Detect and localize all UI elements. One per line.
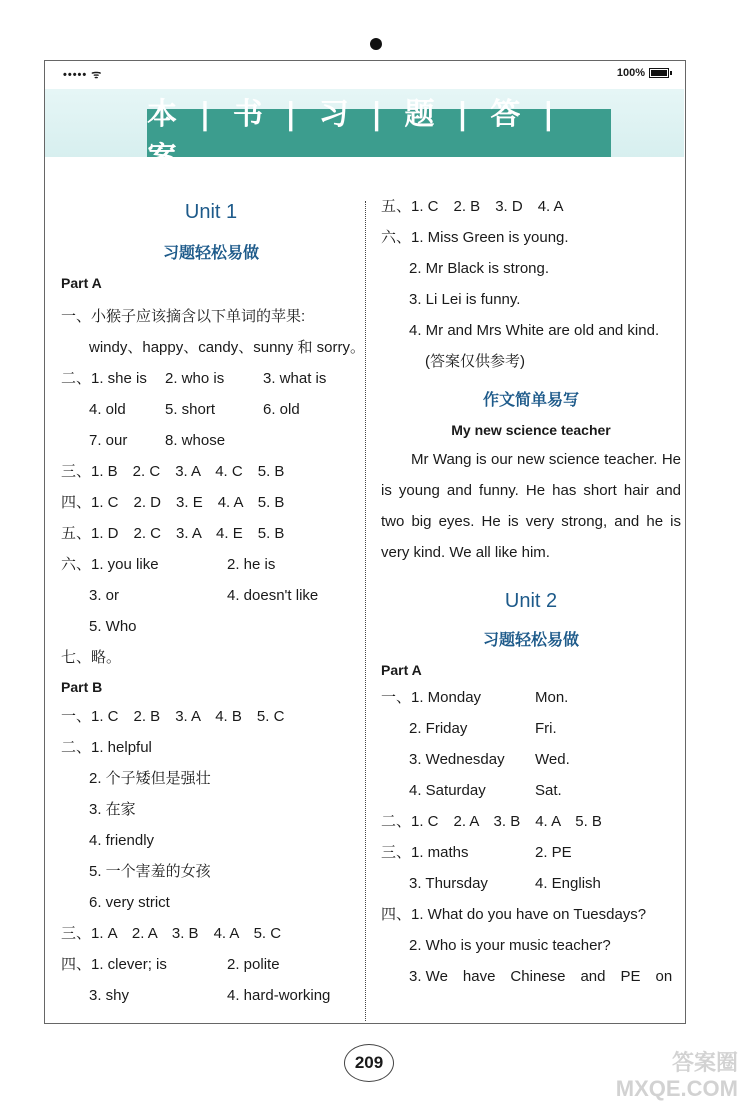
part-a-label: Part A xyxy=(381,662,422,678)
answer-row xyxy=(61,394,361,425)
answer-cell: 2. Friday xyxy=(409,720,468,737)
answer-cell: 一、1. Monday xyxy=(381,689,482,706)
answer-cell: 四、1. clever; is xyxy=(61,956,167,973)
essay-body xyxy=(381,444,681,568)
section-title: 习题轻松易做 xyxy=(162,245,259,262)
answer-cell: 2. who is xyxy=(165,370,225,387)
column-divider xyxy=(365,201,367,1021)
answer-cell: 4. English xyxy=(535,875,601,892)
answer-cell: 3. or xyxy=(89,587,120,604)
answer-row xyxy=(61,611,361,642)
answer-line: 4. friendly xyxy=(89,832,155,849)
answer-row xyxy=(381,775,681,806)
answer-line: 4. Mr and Mrs White are old and kind. xyxy=(409,322,660,339)
answer-line: 3. Li Lei is funny. xyxy=(409,291,521,308)
answer-line: 5. 一个害羞的女孩 xyxy=(89,863,211,880)
unit1-title: Unit 1 xyxy=(184,201,238,223)
answer-line: 七、略。 xyxy=(61,649,122,666)
answer-cell: 4. old xyxy=(89,401,126,418)
watermark xyxy=(616,1050,738,1102)
answer-cell: 2. PE xyxy=(535,844,572,861)
title-banner xyxy=(147,97,611,176)
page-title: 本 | 书 | 习 | 题 | 答 | 案 xyxy=(147,97,560,176)
answer-row xyxy=(61,549,361,580)
battery-label: 100% xyxy=(616,67,645,79)
answer-cell: 2. polite xyxy=(227,956,280,973)
answer-line: 三、1. A 2. A 3. B 4. A 5. C xyxy=(61,925,282,942)
answer-cell: 5. Who xyxy=(89,618,137,635)
answer-cell: 4. doesn't like xyxy=(227,587,319,604)
part-a-label: Part A xyxy=(61,275,102,291)
essay-paragraph: Mr Wang is our new science teacher. He is young and funny. He has short hair and two big eyes. He is very strong, and he is very kind. We all like him. xyxy=(381,451,681,561)
answer-cell: 二、1. she is xyxy=(61,370,147,387)
answer-line: 6. very strict xyxy=(89,894,170,911)
unit2-title: Unit 2 xyxy=(504,590,558,612)
answer-cell: Fri. xyxy=(535,720,557,737)
answer-cell: 8. whose xyxy=(165,432,226,449)
answer-row xyxy=(61,949,361,980)
answer-cell: 3. what is xyxy=(263,370,327,387)
answer-line: 3. 在家 xyxy=(89,801,136,818)
answer-cell: 六、1. you like xyxy=(61,556,159,573)
answer-line: 3. We have Chinese and PE on xyxy=(409,968,673,985)
answer-line: 三、1. B 2. C 3. A 4. C 5. B xyxy=(61,463,285,480)
answer-cell: 5. short xyxy=(165,401,216,418)
answer-cell: 3. Thursday xyxy=(409,875,488,892)
answer-line: 一、小猴子应该摘含以下单词的苹果: xyxy=(61,308,306,325)
answer-line: 二、1. helpful xyxy=(61,739,152,756)
answer-cell: 4. hard-working xyxy=(227,987,331,1004)
answer-row xyxy=(381,682,681,713)
answer-line: 一、1. C 2. B 3. A 4. B 5. C xyxy=(61,708,285,725)
answer-line: 二、1. C 2. A 3. B 4. A 5. B xyxy=(381,813,602,830)
answer-line: 四、1. What do you have on Tuesdays? xyxy=(381,906,647,923)
answer-cell: Sat. xyxy=(535,782,562,799)
answer-row xyxy=(61,363,361,394)
answer-line: 2. 个子矮但是强壮 xyxy=(89,770,211,787)
answer-row xyxy=(381,868,681,899)
answer-line: 五、1. D 2. C 3. A 4. E 5. B xyxy=(61,525,285,542)
answer-line: 五、1. C 2. B 3. D 4. A xyxy=(381,198,564,215)
answer-line: 2. Who is your music teacher? xyxy=(409,937,611,954)
answer-row xyxy=(381,837,681,868)
left-column xyxy=(61,191,365,1011)
camera-dot xyxy=(370,38,382,50)
tablet-frame xyxy=(44,60,686,1024)
answer-row xyxy=(381,744,681,775)
writing-section-title: 作文简单易写 xyxy=(482,392,579,409)
answer-cell: Mon. xyxy=(535,689,569,706)
answer-line: 四、1. C 2. D 3. E 4. A 5. B xyxy=(61,494,285,511)
battery-icon xyxy=(649,68,669,78)
answer-cell: 3. shy xyxy=(89,987,130,1004)
answer-cell: 3. Wednesday xyxy=(409,751,505,768)
answer-cell: 2. he is xyxy=(227,556,276,573)
right-column xyxy=(381,191,681,992)
battery-status xyxy=(617,67,669,79)
answer-cell: 7. our xyxy=(89,432,128,449)
watermark-line: MXQE.COM xyxy=(615,1076,738,1101)
page-number: 209 xyxy=(344,1044,394,1082)
answer-cell: 6. old xyxy=(263,401,300,418)
answer-cell: 三、1. maths xyxy=(381,844,469,861)
answer-note: (答案仅供参考) xyxy=(425,353,525,370)
answer-row xyxy=(61,425,361,456)
section-title: 习题轻松易做 xyxy=(482,632,579,649)
answer-line: 六、1. Miss Green is young. xyxy=(381,229,569,246)
answer-row xyxy=(61,580,361,611)
watermark-line: 答案圈 xyxy=(671,1050,738,1075)
essay-title: My new science teacher xyxy=(451,422,611,438)
answer-line: 2. Mr Black is strong. xyxy=(409,260,550,277)
answer-cell: Wed. xyxy=(535,751,570,768)
answer-row xyxy=(381,713,681,744)
part-b-label: Part B xyxy=(61,679,103,695)
signal-indicator: ••••• ᯤ xyxy=(63,69,103,81)
answer-cell: 4. Saturday xyxy=(409,782,486,799)
answer-row xyxy=(61,980,361,1011)
answer-line: windy、happy、candy、sunny 和 sorry。 xyxy=(89,339,365,356)
